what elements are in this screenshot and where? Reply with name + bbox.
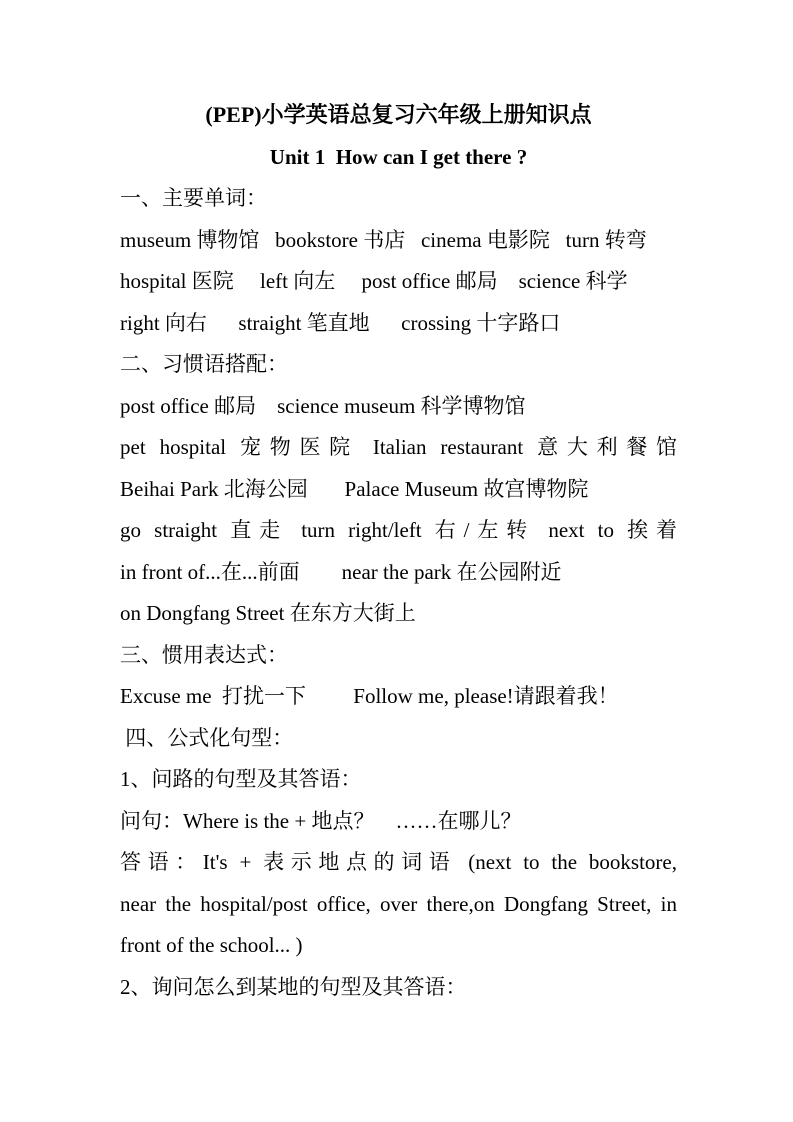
doc-line: right 向右 straight 笔直地 crossing 十字路口 — [120, 310, 561, 335]
doc-line: Excuse me 打扰一下 Follow me, please!请跟着我！ — [120, 684, 619, 708]
doc-line: 2、询问怎么到某地的句型及其答语： — [120, 974, 467, 999]
section-heading-expressions: 三、惯用表达式： — [120, 642, 288, 667]
doc-line: 问句：Where is the + 地点？ ……在哪儿？ — [120, 808, 522, 833]
section-heading-main-words: 一、主要单词： — [120, 186, 267, 210]
section-heading-phrases: 二、习惯语搭配： — [120, 352, 288, 376]
doc-line: front of the school... ) — [120, 933, 303, 957]
doc-line: post office 邮局 science museum 科学博物馆 — [120, 393, 526, 418]
doc-line: go straight 直走 turn right/left 右/左转 next to 挨着 — [120, 518, 677, 542]
doc-line: Beihai Park 北海公园 Palace Museum 故宫博物院 — [120, 476, 589, 501]
doc-line: 1、问路的句型及其答语： — [120, 767, 362, 791]
doc-subtitle: Unit 1 How can I get there ? — [269, 145, 528, 169]
document-content — [120, 0, 677, 1008]
doc-line: museum 博物馆 bookstore 书店 cinema 电影院 turn 转弯 — [120, 227, 647, 252]
doc-line: pet hospital 宠物医院 Italian restaurant 意大利餐馆 — [120, 435, 677, 459]
doc-line: 答语：It's + 表示地点的词语 (next to the bookstore, — [120, 850, 677, 874]
doc-line: in front of...在...前面 near the park 在公园附近 — [120, 559, 562, 584]
doc-line: near the hospital/post office, over there,on Dongfang Street, in — [120, 891, 677, 916]
doc-title: (PEP)小学英语总复习六年级上册知识点 — [205, 102, 592, 127]
section-heading-sentence-patterns: 四、公式化句型： — [120, 725, 294, 750]
doc-line: on Dongfang Street 在东方大街上 — [120, 601, 416, 625]
doc-line: hospital 医院 left 向左 post office 邮局 science 科学 — [120, 269, 628, 293]
